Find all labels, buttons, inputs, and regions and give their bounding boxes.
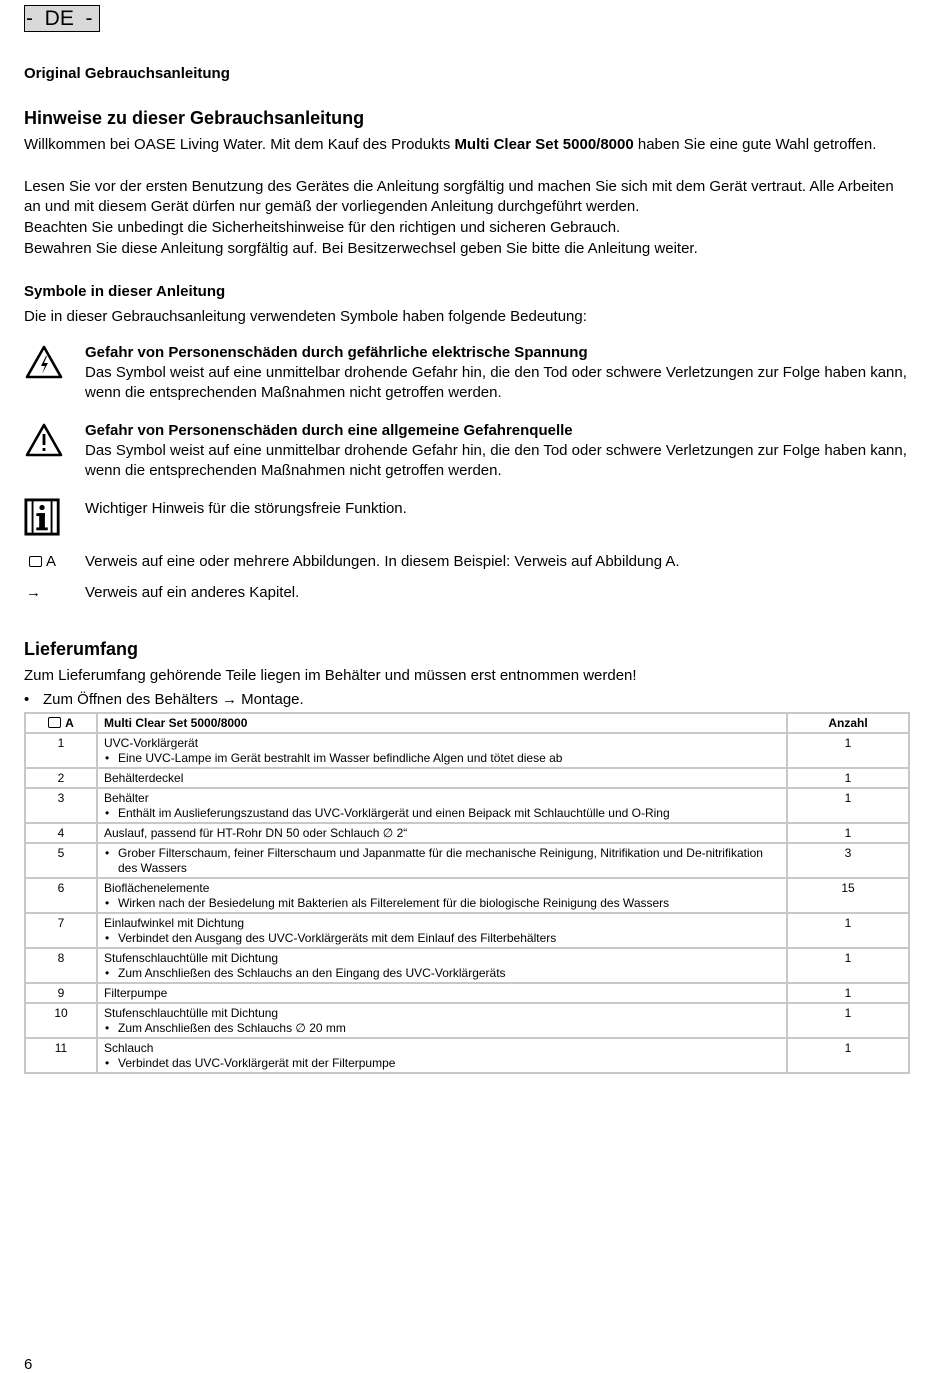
table-row: [25, 733, 909, 768]
symbol-electric-text: Das Symbol weist auf eine unmittelbar drohende Gefahr hin, die den Tod oder schwere Verletzungen zur Folge haben kann, wenn die entsprechenden Maßnahmen nicht getroffen werden.: [85, 364, 907, 401]
part-detail: • Zum Anschließen des Schlauchs ∅ 20 mm: [104, 1021, 780, 1036]
delivery-intro: Zum Lieferumfang gehörende Teile liegen im Behälter und müssen erst entnommen werden!: [24, 667, 637, 684]
symbol-chapter-text: Verweis auf ein anderes Kapitel.: [85, 584, 300, 601]
part-detail: • Eine UVC-Lampe im Gerät bestrahlt im Wasser befindliche Algen und tötet diese ab: [104, 751, 780, 766]
part-detail: • Verbindet den Ausgang des UVC-Vorklärgeräts mit dem Einlauf des Filterbehälters: [104, 931, 780, 946]
symbol-electric: [24, 343, 914, 405]
table-row: [25, 823, 909, 843]
part-name: Stufenschlauchtülle mit Dichtung: [104, 951, 279, 965]
part-description: [97, 1003, 787, 1038]
part-name: UVC-Vorklärgerät: [104, 736, 199, 750]
intro-heading: Hinweise zu dieser Gebrauchsanleitung: [24, 108, 365, 128]
symbol-info-text: Wichtiger Hinweis für die störungsfreie Funktion.: [85, 500, 407, 517]
table-row: [25, 788, 909, 823]
part-amount: 1: [787, 788, 909, 823]
part-number: 5: [25, 843, 97, 878]
table-row: [25, 1038, 909, 1073]
part-detail: • Wirken nach der Besiedelung mit Bakterien als Filterelement für die biologische Reinigung des Wassers: [104, 896, 780, 911]
part-amount: 15: [787, 878, 909, 913]
table-row: [25, 913, 909, 948]
part-description: [97, 733, 787, 768]
electric-warning-icon: [24, 343, 64, 383]
parts-table: [24, 712, 910, 1074]
arrow-right-icon: →: [221, 691, 237, 708]
part-amount: 1: [787, 1003, 909, 1038]
info-icon: [24, 497, 62, 537]
part-name: Behälterdeckel: [104, 771, 184, 785]
symbols-intro: Die in dieser Gebrauchsanleitung verwendeten Symbole haben folgende Bedeutung:: [24, 308, 587, 325]
col-name-header: Multi Clear Set 5000/8000: [97, 713, 787, 733]
part-description: [97, 913, 787, 948]
delivery-heading: Lieferumfang: [24, 639, 139, 659]
table-row: [25, 948, 909, 983]
part-description: [97, 843, 787, 878]
table-row: [25, 843, 909, 878]
symbol-general: [24, 421, 914, 483]
part-description: [97, 1038, 787, 1073]
part-number: 3: [25, 788, 97, 823]
symbol-info: [24, 497, 914, 539]
part-description: [97, 788, 787, 823]
part-number: 10: [25, 1003, 97, 1038]
language-tag: - DE -: [24, 5, 100, 32]
product-name: Multi Clear Set 5000/8000: [454, 136, 634, 153]
intro-paragraph-3: Beachten Sie unbedingt die Sicherheitshinweise für den richtigen und sicheren Gebrauch.: [24, 219, 621, 236]
col-figure-header: A: [25, 713, 97, 733]
symbol-figure-text: Verweis auf eine oder mehrere Abbildungen. In diesem Beispiel: Verweis auf Abbildung A.: [85, 553, 680, 570]
table-row: [25, 768, 909, 788]
figure-ref-icon: A: [29, 552, 56, 572]
part-description: [97, 983, 787, 1003]
part-number: 1: [25, 733, 97, 768]
part-name: Filterpumpe: [104, 986, 168, 1000]
part-amount: 1: [787, 983, 909, 1003]
part-amount: 1: [787, 913, 909, 948]
part-amount: 1: [787, 948, 909, 983]
part-detail: • Zum Anschließen des Schlauchs an den Eingang des UVC-Vorklärgeräts: [104, 966, 780, 981]
intro-welcome: Willkommen bei OASE Living Water. Mit dem Kauf des Produkts Multi Clear Set 5000/8000 haben Sie eine gute Wahl getroffen.: [24, 136, 877, 153]
symbol-general-text: Das Symbol weist auf eine unmittelbar drohende Gefahr hin, die den Tod oder schwere Verletzungen zur Folge haben kann, wenn die entsprechenden Maßnahmen nicht getroffen werden.: [85, 442, 907, 479]
arrow-right-icon: →: [26, 584, 41, 601]
delivery-bullet: • Zum Öffnen des Behälters → Montage.: [24, 691, 304, 708]
part-amount: 1: [787, 733, 909, 768]
part-number: 6: [25, 878, 97, 913]
part-amount: 1: [787, 1038, 909, 1073]
symbol-chapter: [24, 583, 914, 605]
part-detail: • Grober Filterschaum, feiner Filterschaum und Japanmatte für die mechanische Reinigung, Nitrifikation und De-nitrifikation des Wassers: [104, 846, 780, 876]
part-number: 2: [25, 768, 97, 788]
part-name: Einlaufwinkel mit Dichtung: [104, 916, 245, 930]
part-number: 7: [25, 913, 97, 948]
symbol-electric-title: Gefahr von Personenschäden durch gefährliche elektrische Spannung: [85, 344, 588, 361]
part-name: Bioflächenelemente: [104, 881, 210, 895]
document-title: Original Gebrauchsanleitung: [24, 65, 230, 82]
part-amount: 1: [787, 823, 909, 843]
part-name: Stufenschlauchtülle mit Dichtung: [104, 1006, 279, 1020]
table-row: [25, 878, 909, 913]
part-number: 9: [25, 983, 97, 1003]
part-detail: • Verbindet das UVC-Vorklärgerät mit der Filterpumpe: [104, 1056, 780, 1071]
page-number: 6: [24, 1356, 33, 1373]
general-warning-icon: [24, 421, 64, 461]
part-description: [97, 823, 787, 843]
symbol-figure: [24, 552, 914, 574]
part-name: Auslauf, passend für HT-Rohr DN 50 oder Schlauch ∅ 2“: [104, 826, 408, 840]
part-name: Behälter: [104, 791, 149, 805]
part-description: [97, 948, 787, 983]
part-description: [97, 878, 787, 913]
symbol-general-title: Gefahr von Personenschäden durch eine allgemeine Gefahrenquelle: [85, 422, 573, 439]
part-description: [97, 768, 787, 788]
part-name: Schlauch: [104, 1041, 154, 1055]
symbols-heading: Symbole in dieser Anleitung: [24, 283, 226, 300]
col-amount-header: Anzahl: [787, 713, 909, 733]
part-detail: • Enthält im Auslieferungszustand das UVC-Vorklärgerät und einen Beipack mit Schlauchtülle und O-Ring: [104, 806, 780, 821]
part-amount: 3: [787, 843, 909, 878]
intro-paragraph-2: Lesen Sie vor der ersten Benutzung des Gerätes die Anleitung sorgfältig und machen Sie sich mit dem Gerät vertraut. Alle Arbeiten an und mit diesem Gerät dürfen nur gemäß der vorliegenden Anleitung durchgeführt werden.: [24, 178, 894, 215]
part-number: 8: [25, 948, 97, 983]
table-header-row: [25, 713, 909, 733]
table-row: [25, 1003, 909, 1038]
table-row: [25, 983, 909, 1003]
part-amount: 1: [787, 768, 909, 788]
part-number: 4: [25, 823, 97, 843]
figure-ref-icon: [48, 717, 61, 728]
part-number: 11: [25, 1038, 97, 1073]
intro-paragraph-4: Bewahren Sie diese Anleitung sorgfältig auf. Bei Besitzerwechsel geben Sie bitte die Anleitung weiter.: [24, 240, 698, 257]
